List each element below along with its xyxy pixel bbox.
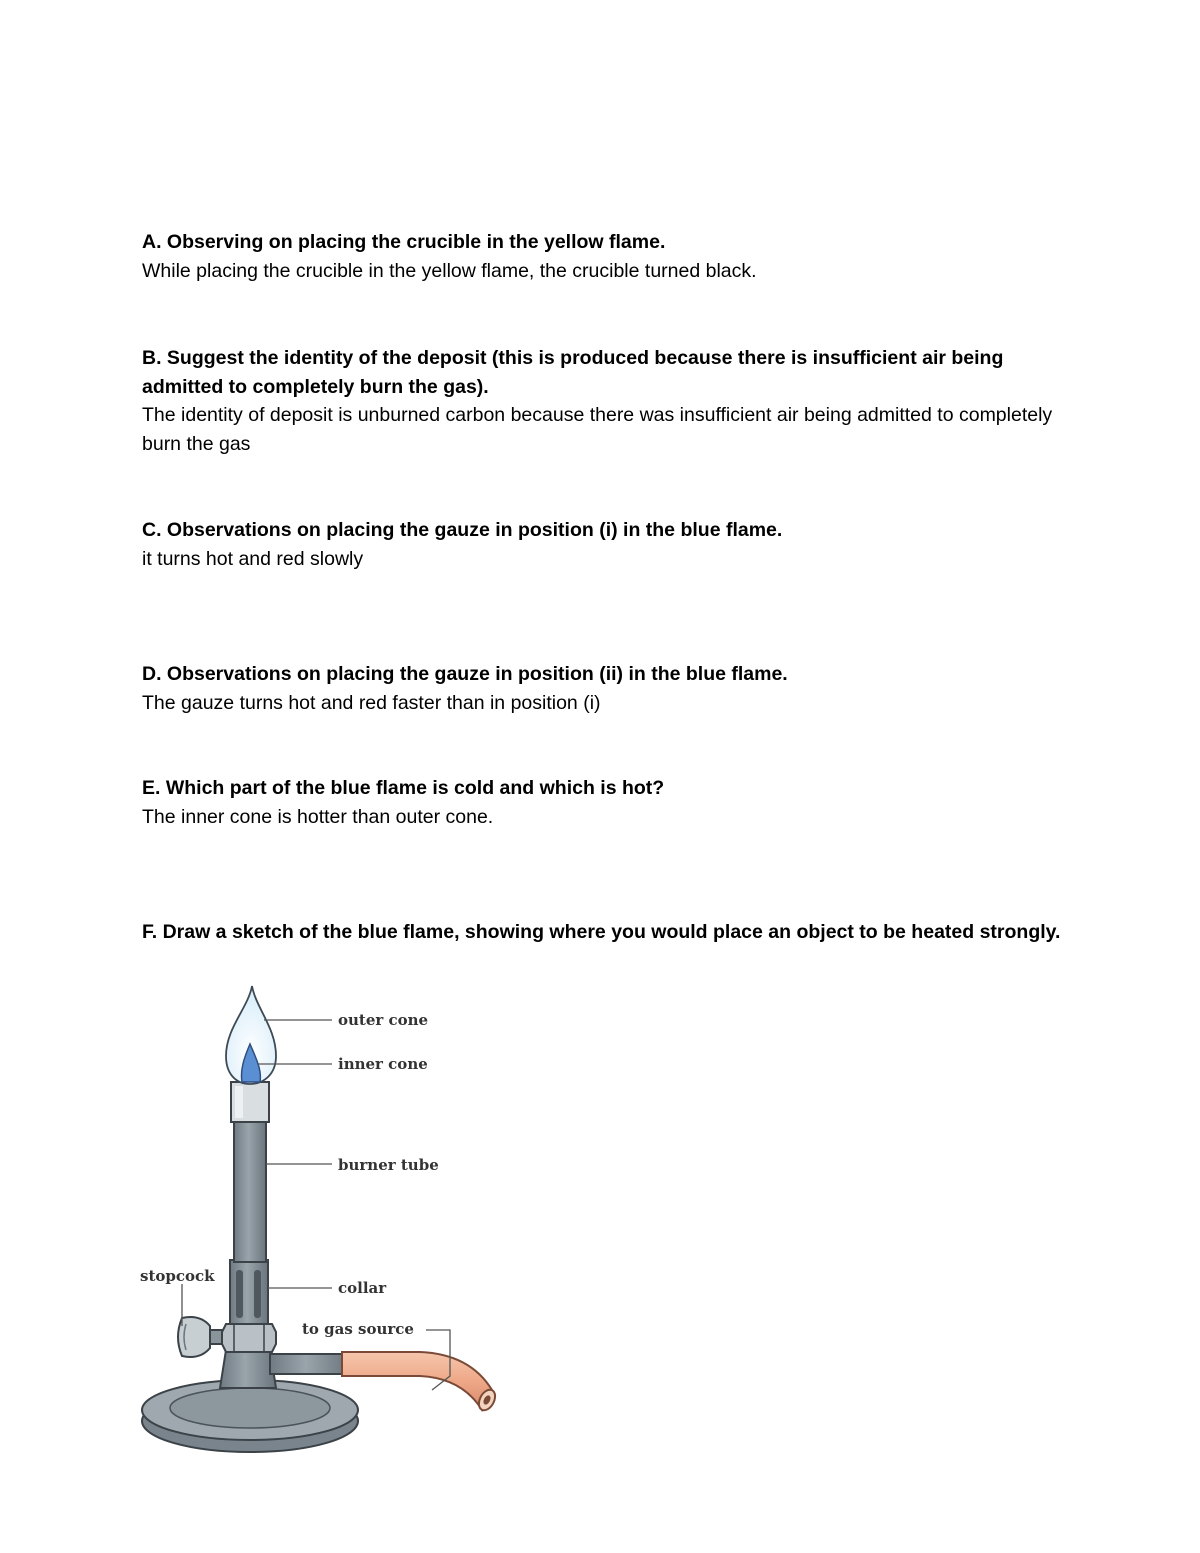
section-f — [142, 918, 1062, 947]
label-stopcock: stopcock — [140, 1267, 215, 1285]
label-outer-cone: outer cone — [338, 1011, 429, 1029]
section-c — [142, 516, 1062, 574]
burner-top-cap — [231, 1082, 269, 1122]
label-burner-tube: burner tube — [338, 1156, 439, 1174]
label-gas-source: to gas source — [302, 1320, 414, 1338]
question-a: A. Observing on placing the crucible in the yellow flame. — [142, 231, 666, 253]
question-b: B. Suggest the identity of the deposit (this is produced because there is insufficient air being admitted to completely burn the gas). — [142, 347, 1004, 398]
burner-collar — [222, 1260, 276, 1352]
gas-hose — [342, 1352, 498, 1413]
answer-a: While placing the crucible in the yellow flame, the crucible turned black. — [142, 259, 757, 282]
answer-b: The identity of deposit is unburned carbon because there was insufficient air being admitted to completely burn the gas — [142, 404, 1053, 455]
question-f: F. Draw a sketch of the blue flame, showing where you would place an object to be heated strongly. — [142, 921, 1061, 943]
section-a — [142, 228, 1062, 286]
question-e: E. Which part of the blue flame is cold and which is hot? — [142, 777, 665, 799]
answer-e: The inner cone is hotter than outer cone. — [142, 805, 494, 828]
section-b — [142, 344, 1062, 459]
question-c: C. Observations on placing the gauze in position (i) in the blue flame. — [142, 519, 783, 541]
burner-tube — [234, 1120, 266, 1262]
question-d: D. Observations on placing the gauze in position (ii) in the blue flame. — [142, 663, 788, 685]
answer-d: The gauze turns hot and red faster than in position (i) — [142, 691, 601, 714]
label-collar: collar — [338, 1279, 387, 1297]
bunsen-burner-diagram — [130, 978, 510, 1458]
section-d — [142, 660, 1062, 718]
gas-inlet-arm — [270, 1354, 350, 1374]
answer-c: it turns hot and red slowly — [142, 547, 364, 570]
stopcock-valve — [178, 1317, 228, 1357]
label-inner-cone: inner cone — [338, 1055, 428, 1073]
section-e — [142, 774, 1062, 832]
